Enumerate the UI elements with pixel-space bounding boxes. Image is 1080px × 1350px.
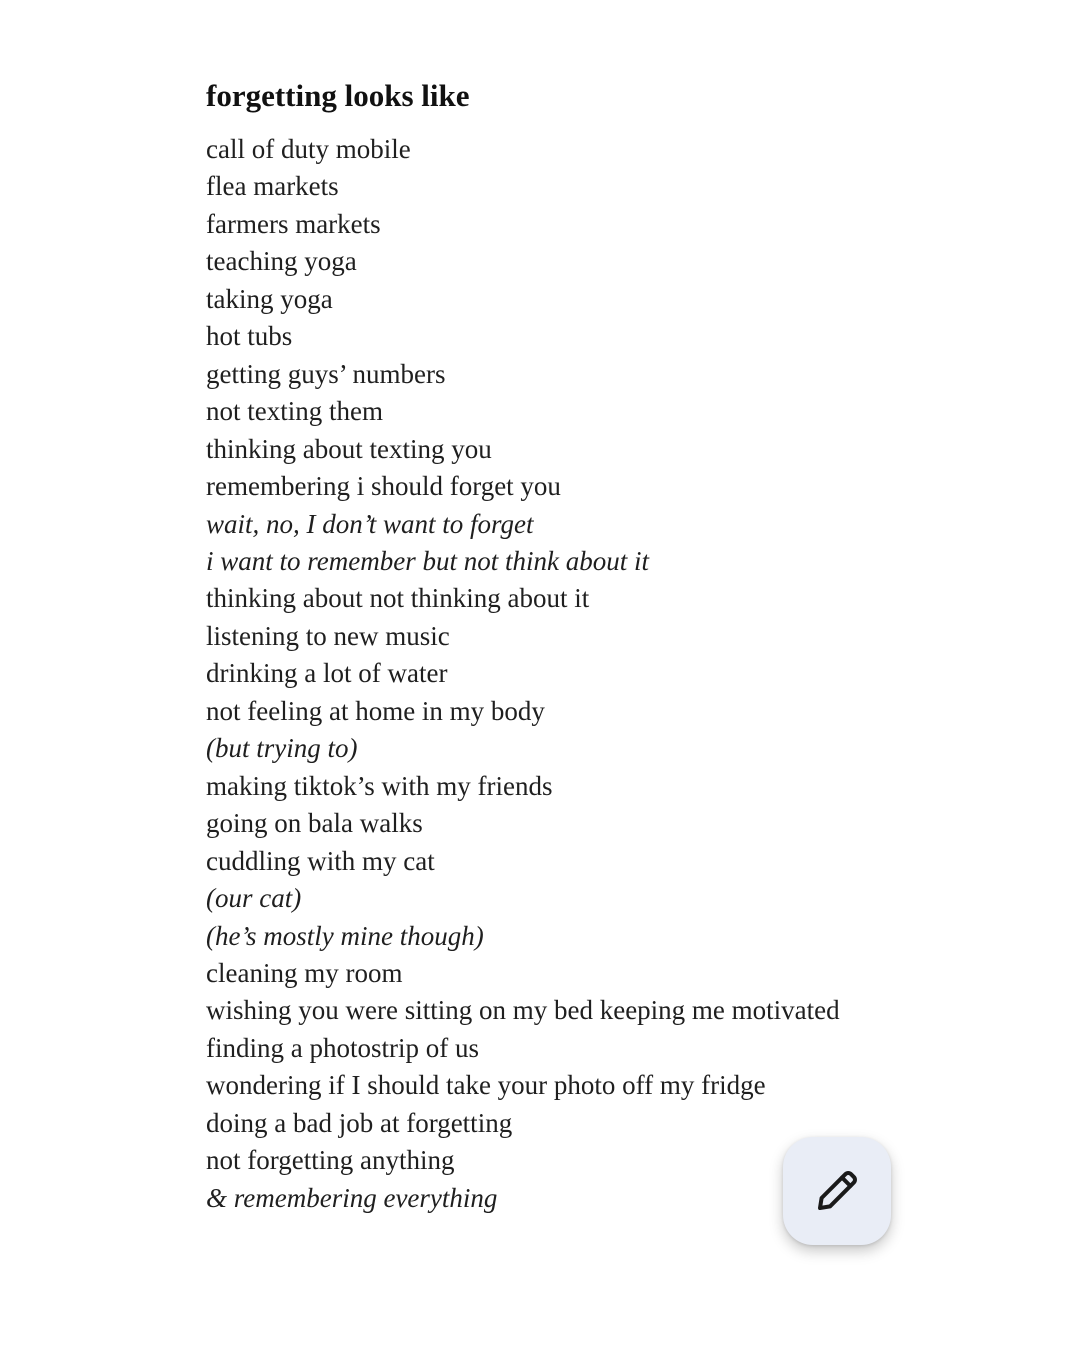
note-body: [206, 131, 1006, 1217]
note-line: cuddling with my cat: [206, 845, 435, 876]
pencil-icon: [813, 1167, 861, 1215]
note-line: thinking about not thinking about it: [206, 583, 590, 614]
note-line: wondering if I should take your photo off my fridge: [206, 1070, 766, 1101]
note-line: listening to new music: [206, 620, 450, 651]
note-line: making tiktok’s with my friends: [206, 770, 553, 801]
note-title: forgetting looks like: [206, 78, 470, 113]
note-line: teaching yoga: [206, 246, 357, 277]
note-line: i want to remember but not think about it: [206, 545, 649, 576]
note-line: (our cat): [206, 883, 302, 914]
note-line: taking yoga: [206, 283, 333, 314]
note-line: farmers markets: [206, 208, 381, 239]
note-line: doing a bad job at forgetting: [206, 1107, 513, 1138]
edit-button[interactable]: [783, 1137, 891, 1245]
note-line: going on bala walks: [206, 808, 423, 839]
note-line: not texting them: [206, 396, 383, 427]
note-line: & remembering everything: [206, 1182, 498, 1213]
note-line: (he’s mostly mine though): [206, 920, 484, 951]
note-line: getting guys’ numbers: [206, 358, 446, 389]
note-content: [206, 74, 1006, 1217]
note-line: call of duty mobile: [206, 134, 411, 164]
note-line: flea markets: [206, 171, 339, 202]
note-line: thinking about texting you: [206, 433, 492, 464]
note-line: not forgetting anything: [206, 1145, 455, 1176]
note-line: wait, no, I don’t want to forget: [206, 508, 534, 539]
note-line: finding a photostrip of us: [206, 1032, 479, 1063]
note-line: hot tubs: [206, 321, 293, 352]
note-line: wishing you were sitting on my bed keeping me motivated: [206, 995, 840, 1026]
note-line: remembering i should forget you: [206, 471, 561, 502]
note-line: drinking a lot of water: [206, 658, 448, 689]
note-line: not feeling at home in my body: [206, 695, 545, 726]
note-line: cleaning my room: [206, 957, 403, 988]
note-line: (but trying to): [206, 733, 358, 764]
